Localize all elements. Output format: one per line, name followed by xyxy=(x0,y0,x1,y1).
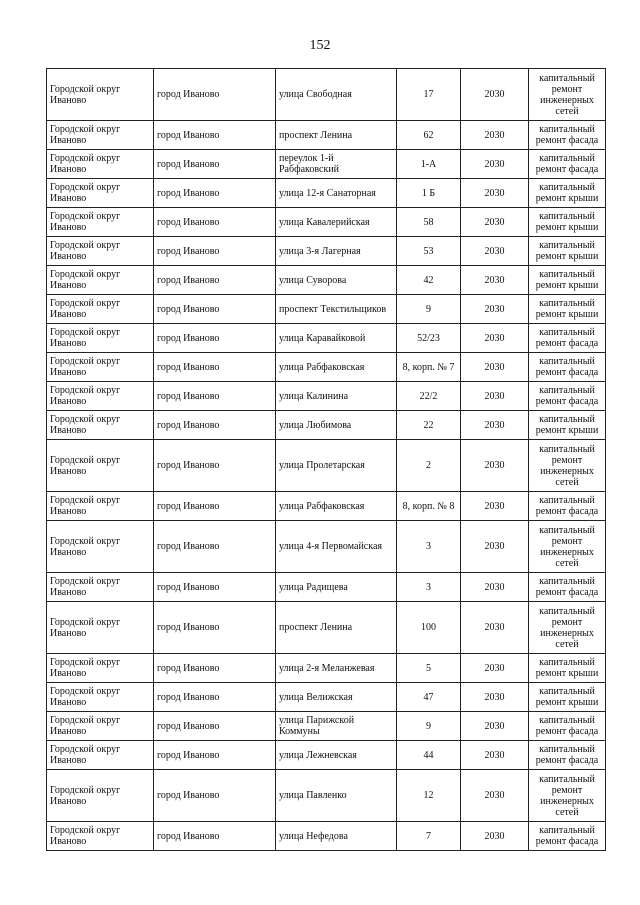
cell-district: Городской округ Иваново xyxy=(47,411,154,440)
table-row xyxy=(47,324,606,353)
cell-street: улица Каравайковой xyxy=(276,324,397,353)
cell-house-number: 9 xyxy=(397,295,461,324)
cell-street: проспект Ленина xyxy=(276,602,397,654)
table-row xyxy=(47,521,606,573)
table-row xyxy=(47,712,606,741)
cell-city: город Иваново xyxy=(154,382,276,411)
cell-district: Городской округ Иваново xyxy=(47,295,154,324)
cell-district: Городской округ Иваново xyxy=(47,683,154,712)
table-row xyxy=(47,573,606,602)
table-row xyxy=(47,353,606,382)
cell-work-type: капитальный ремонт фасада xyxy=(529,121,606,150)
cell-house-number: 8, корп. № 8 xyxy=(397,492,461,521)
cell-work-type: капитальный ремонт крыши xyxy=(529,179,606,208)
cell-city: город Иваново xyxy=(154,237,276,266)
cell-street: улица 3-я Лагерная xyxy=(276,237,397,266)
cell-street: улица Рабфаковская xyxy=(276,353,397,382)
cell-work-type: капитальный ремонт фасада xyxy=(529,712,606,741)
cell-work-type: капитальный ремонт крыши xyxy=(529,654,606,683)
cell-year: 2030 xyxy=(461,654,529,683)
cell-year: 2030 xyxy=(461,683,529,712)
cell-district: Городской округ Иваново xyxy=(47,382,154,411)
cell-city: город Иваново xyxy=(154,69,276,121)
cell-city: город Иваново xyxy=(154,602,276,654)
cell-district: Городской округ Иваново xyxy=(47,440,154,492)
cell-street: улица Калинина xyxy=(276,382,397,411)
cell-street: проспект Текстильщиков xyxy=(276,295,397,324)
table-row xyxy=(47,822,606,851)
cell-year: 2030 xyxy=(461,353,529,382)
cell-year: 2030 xyxy=(461,411,529,440)
cell-work-type: капитальный ремонт инженерных сетей xyxy=(529,440,606,492)
cell-house-number: 7 xyxy=(397,822,461,851)
cell-street: улица Свободная xyxy=(276,69,397,121)
cell-street: улица Суворова xyxy=(276,266,397,295)
registry-table xyxy=(46,68,606,851)
cell-work-type: капитальный ремонт крыши xyxy=(529,683,606,712)
cell-street: улица Любимова xyxy=(276,411,397,440)
cell-district: Городской округ Иваново xyxy=(47,770,154,822)
cell-house-number: 52/23 xyxy=(397,324,461,353)
cell-district: Городской округ Иваново xyxy=(47,654,154,683)
cell-work-type: капитальный ремонт крыши xyxy=(529,237,606,266)
cell-house-number: 62 xyxy=(397,121,461,150)
cell-city: город Иваново xyxy=(154,712,276,741)
table-row xyxy=(47,150,606,179)
cell-district: Городской округ Иваново xyxy=(47,150,154,179)
cell-year: 2030 xyxy=(461,324,529,353)
table-row xyxy=(47,683,606,712)
cell-year: 2030 xyxy=(461,382,529,411)
cell-city: город Иваново xyxy=(154,654,276,683)
cell-work-type: капитальный ремонт фасада xyxy=(529,822,606,851)
cell-house-number: 3 xyxy=(397,521,461,573)
cell-street: улица Павленко xyxy=(276,770,397,822)
cell-year: 2030 xyxy=(461,266,529,295)
cell-work-type: капитальный ремонт фасада xyxy=(529,382,606,411)
cell-year: 2030 xyxy=(461,179,529,208)
cell-district: Городской округ Иваново xyxy=(47,573,154,602)
cell-city: город Иваново xyxy=(154,353,276,382)
cell-city: город Иваново xyxy=(154,741,276,770)
cell-street: проспект Ленина xyxy=(276,121,397,150)
table-row xyxy=(47,266,606,295)
table-row xyxy=(47,440,606,492)
cell-house-number: 1-А xyxy=(397,150,461,179)
cell-street: улица Парижской Коммуны xyxy=(276,712,397,741)
table-row xyxy=(47,382,606,411)
cell-district: Городской округ Иваново xyxy=(47,237,154,266)
cell-district: Городской округ Иваново xyxy=(47,121,154,150)
cell-city: город Иваново xyxy=(154,521,276,573)
cell-street: улица Велижская xyxy=(276,683,397,712)
cell-work-type: капитальный ремонт инженерных сетей xyxy=(529,770,606,822)
cell-district: Городской округ Иваново xyxy=(47,179,154,208)
cell-house-number: 9 xyxy=(397,712,461,741)
cell-house-number: 100 xyxy=(397,602,461,654)
cell-city: город Иваново xyxy=(154,324,276,353)
cell-house-number: 3 xyxy=(397,573,461,602)
table-row xyxy=(47,179,606,208)
cell-city: город Иваново xyxy=(154,440,276,492)
cell-work-type: капитальный ремонт фасада xyxy=(529,573,606,602)
table-row xyxy=(47,411,606,440)
cell-work-type: капитальный ремонт крыши xyxy=(529,208,606,237)
cell-house-number: 44 xyxy=(397,741,461,770)
cell-house-number: 17 xyxy=(397,69,461,121)
cell-year: 2030 xyxy=(461,295,529,324)
cell-city: город Иваново xyxy=(154,411,276,440)
cell-work-type: капитальный ремонт фасада xyxy=(529,150,606,179)
cell-work-type: капитальный ремонт крыши xyxy=(529,411,606,440)
cell-work-type: капитальный ремонт фасада xyxy=(529,741,606,770)
cell-street: улица 2-я Меланжевая xyxy=(276,654,397,683)
cell-work-type: капитальный ремонт фасада xyxy=(529,324,606,353)
cell-house-number: 1 Б xyxy=(397,179,461,208)
cell-year: 2030 xyxy=(461,492,529,521)
cell-city: город Иваново xyxy=(154,208,276,237)
cell-city: город Иваново xyxy=(154,770,276,822)
table-row xyxy=(47,602,606,654)
cell-work-type: капитальный ремонт инженерных сетей xyxy=(529,602,606,654)
cell-year: 2030 xyxy=(461,440,529,492)
page-number: 152 xyxy=(309,38,331,53)
cell-house-number: 42 xyxy=(397,266,461,295)
cell-street: улица Лежневская xyxy=(276,741,397,770)
cell-house-number: 58 xyxy=(397,208,461,237)
cell-house-number: 53 xyxy=(397,237,461,266)
cell-district: Городской округ Иваново xyxy=(47,712,154,741)
cell-district: Городской округ Иваново xyxy=(47,492,154,521)
cell-street: улица 12-я Санаторная xyxy=(276,179,397,208)
cell-district: Городской округ Иваново xyxy=(47,741,154,770)
cell-year: 2030 xyxy=(461,237,529,266)
cell-house-number: 22 xyxy=(397,411,461,440)
cell-year: 2030 xyxy=(461,822,529,851)
cell-year: 2030 xyxy=(461,150,529,179)
cell-year: 2030 xyxy=(461,770,529,822)
cell-work-type: капитальный ремонт инженерных сетей xyxy=(529,521,606,573)
cell-street: улица Радищева xyxy=(276,573,397,602)
cell-year: 2030 xyxy=(461,602,529,654)
cell-city: город Иваново xyxy=(154,179,276,208)
table-row xyxy=(47,770,606,822)
table-row xyxy=(47,295,606,324)
cell-district: Городской округ Иваново xyxy=(47,266,154,295)
cell-year: 2030 xyxy=(461,69,529,121)
cell-district: Городской округ Иваново xyxy=(47,69,154,121)
cell-district: Городской округ Иваново xyxy=(47,353,154,382)
cell-work-type: капитальный ремонт крыши xyxy=(529,295,606,324)
cell-year: 2030 xyxy=(461,741,529,770)
cell-house-number: 22/2 xyxy=(397,382,461,411)
cell-city: город Иваново xyxy=(154,573,276,602)
cell-street: улица Нефедова xyxy=(276,822,397,851)
cell-street: улица Пролетарская xyxy=(276,440,397,492)
cell-street: улица Кавалерийская xyxy=(276,208,397,237)
cell-year: 2030 xyxy=(461,521,529,573)
table-body xyxy=(47,69,606,851)
cell-district: Городской округ Иваново xyxy=(47,521,154,573)
cell-city: город Иваново xyxy=(154,683,276,712)
cell-house-number: 2 xyxy=(397,440,461,492)
cell-district: Городской округ Иваново xyxy=(47,602,154,654)
cell-city: город Иваново xyxy=(154,150,276,179)
cell-year: 2030 xyxy=(461,573,529,602)
table-row xyxy=(47,237,606,266)
table-row xyxy=(47,69,606,121)
table-row xyxy=(47,121,606,150)
cell-work-type: капитальный ремонт фасада xyxy=(529,492,606,521)
cell-street: переулок 1-й Рабфаковский xyxy=(276,150,397,179)
cell-work-type: капитальный ремонт инженерных сетей xyxy=(529,69,606,121)
cell-house-number: 12 xyxy=(397,770,461,822)
cell-district: Городской округ Иваново xyxy=(47,822,154,851)
table-row xyxy=(47,492,606,521)
cell-work-type: капитальный ремонт фасада xyxy=(529,353,606,382)
cell-street: улица Рабфаковская xyxy=(276,492,397,521)
cell-house-number: 5 xyxy=(397,654,461,683)
cell-city: город Иваново xyxy=(154,121,276,150)
cell-city: город Иваново xyxy=(154,492,276,521)
table-row xyxy=(47,741,606,770)
cell-year: 2030 xyxy=(461,208,529,237)
cell-house-number: 8, корп. № 7 xyxy=(397,353,461,382)
cell-work-type: капитальный ремонт крыши xyxy=(529,266,606,295)
table-row xyxy=(47,208,606,237)
cell-city: город Иваново xyxy=(154,295,276,324)
cell-district: Городской округ Иваново xyxy=(47,208,154,237)
cell-city: город Иваново xyxy=(154,266,276,295)
cell-year: 2030 xyxy=(461,712,529,741)
cell-district: Городской округ Иваново xyxy=(47,324,154,353)
cell-street: улица 4-я Первомайская xyxy=(276,521,397,573)
cell-house-number: 47 xyxy=(397,683,461,712)
cell-year: 2030 xyxy=(461,121,529,150)
cell-city: город Иваново xyxy=(154,822,276,851)
table-row xyxy=(47,654,606,683)
